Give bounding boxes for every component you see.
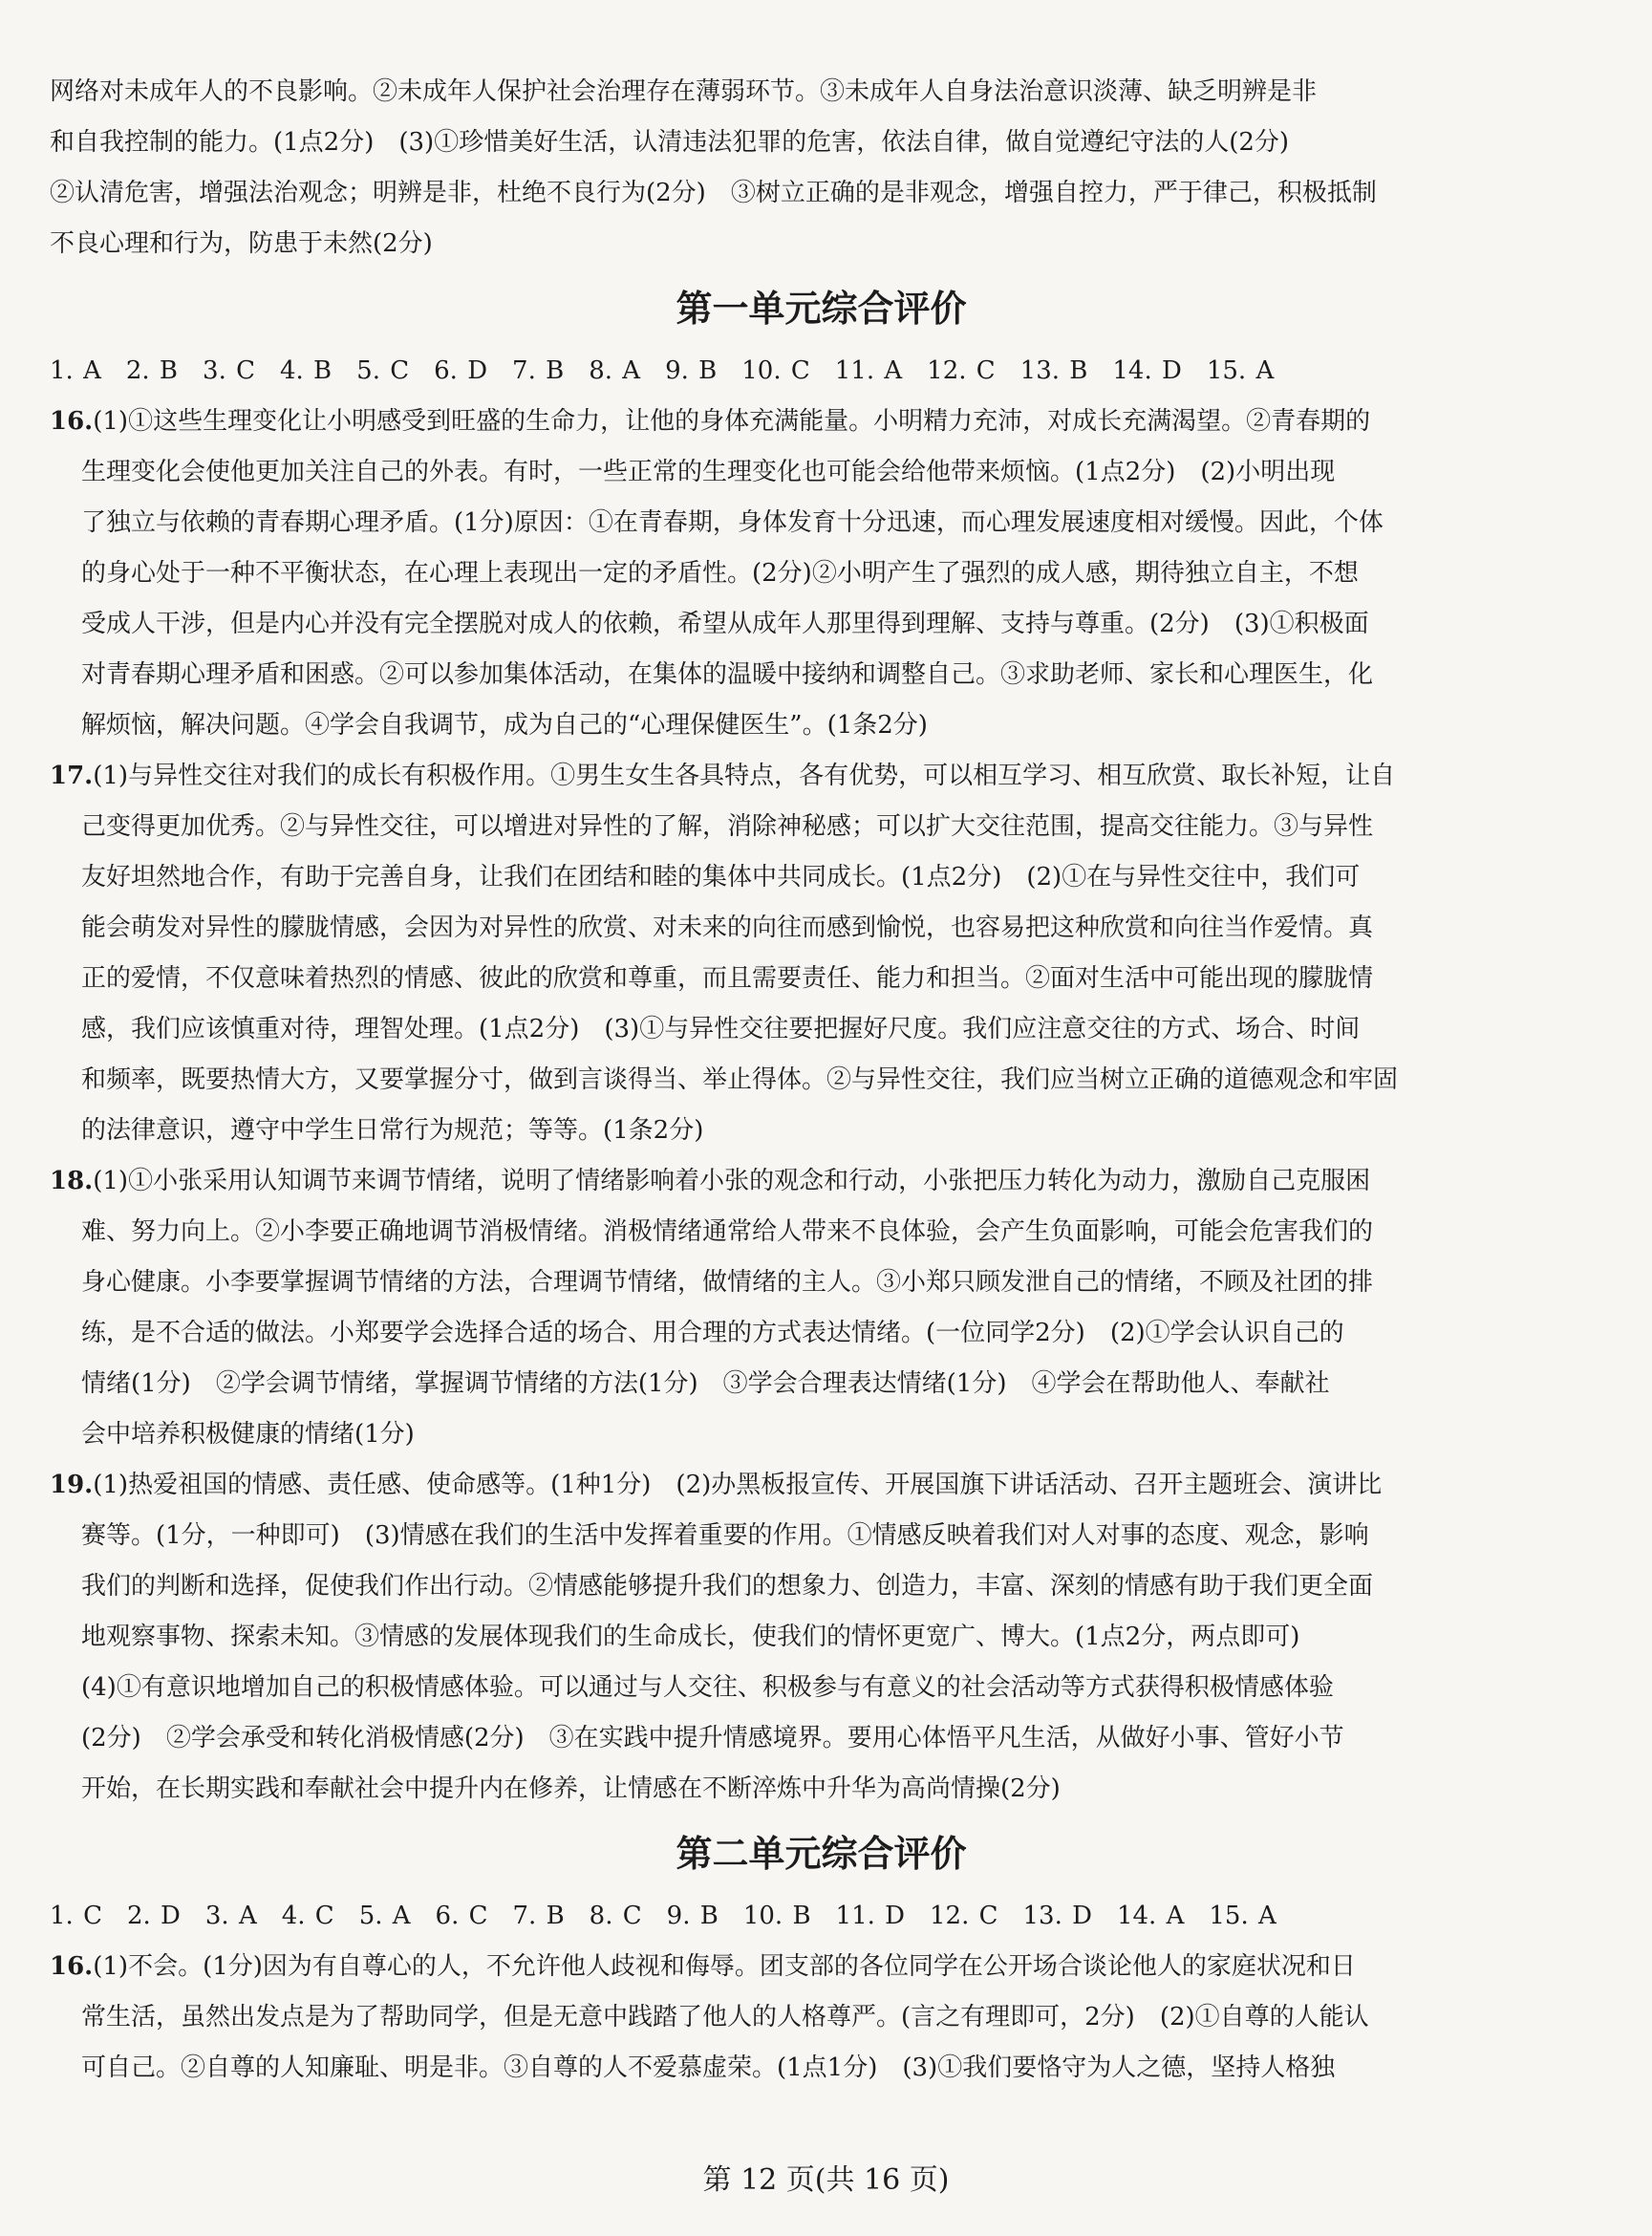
answer-line: 会中培养积极健康的情绪(1分) — [81, 1420, 415, 1449]
answer-line: 解烦恼，解决问题。④学会自我调节，成为自己的“心理保健医生”。(1条2分) — [81, 711, 928, 740]
answer-line: 己变得更加优秀。②与异性交往，可以增进对异性的了解，消除神秘感；可以扩大交往范围，提高交往能力。③与异性 — [81, 812, 1374, 841]
answer-line: 我们的判断和选择，促使我们作出行动。②情感能够提升我们的想象力、创造力，丰富、深刻的情感有助于我们更全面 — [81, 1572, 1374, 1601]
intro-line: 网络对未成年人的不良影响。②未成年人保护社会治理存在薄弱环节。③未成年人自身法治意识淡薄、缺乏明辨是非 — [50, 77, 1318, 106]
answer-line: 受成人干涉，但是内心并没有完全摆脱对成人的依赖，希望从成年人那里得到理解、支持与尊重。(2分) (3)①积极面 — [81, 610, 1369, 638]
question-number: 16. — [50, 407, 94, 436]
answer-line: 的法律意识，遵守中学生日常行为规范；等等。(1条2分) — [81, 1116, 704, 1145]
question-number: 18. — [50, 1167, 94, 1195]
answer-line: 难、努力向上。②小李要正确地调节消极情绪。消极情绪通常给人带来不良体验，会产生负面影响，可能会危害我们的 — [81, 1217, 1374, 1246]
unit1-title: 第一单元综合评价 — [676, 287, 967, 330]
answer-line: 开始，在长期实践和奉献社会中提升内在修养，让情感在不断淬炼中升华为高尚情操(2分) — [81, 1774, 1061, 1803]
answer-line: (1)①小张采用认知调节来调节情绪，说明了情绪影响着小张的观念和行动，小张把压力转化为动力，激励自己克服困 — [93, 1167, 1371, 1195]
unit2-question-16 — [50, 1942, 1593, 2094]
unit1-multiple-choice-answers: 1. A 2. B 3. C 4. B 5. C 6. D 7. B 8. A 9. B 10. C 11. A 12. C 13. B 14. D 15. A — [50, 356, 1275, 385]
answer-line: 的身心处于一种不平衡状态，在心理上表现出一定的矛盾性。(2分)②小明产生了强烈的成人感，期待独立自主，不想 — [81, 559, 1359, 588]
answer-line: 生理变化会使他更加关注自己的外表。有时，一些正常的生理变化也可能会给他带来烦恼。(1点2分) (2)小明出现 — [81, 458, 1336, 486]
answer-line: 身心健康。小李要掌握调节情绪的方法，合理调节情绪，做情绪的主人。③小郑只顾发泄自己的情绪，不顾及社团的排 — [81, 1268, 1374, 1297]
answer-line: (2分) ②学会承受和转化消极情感(2分) ③在实践中提升情感境界。要用心体悟平凡生活，从做好小事、管好小节 — [81, 1724, 1344, 1752]
answer-line: 正的爱情，不仅意味着热烈的情感、彼此的欣赏和尊重，而且需要责任、能力和担当。②面对生活中可能出现的朦胧情 — [81, 964, 1374, 993]
answer-line: 赛等。(1分，一种即可) (3)情感在我们的生活中发挥着重要的作用。①情感反映着我们对人对事的态度、观念，影响 — [81, 1521, 1369, 1550]
answer-line: (1)①这些生理变化让小明感受到旺盛的生命力，让他的身体充满能量。小明精力充沛，对成长充满渴望。②青春期的 — [93, 407, 1371, 436]
unit2-multiple-choice-answers: 1. C 2. D 3. A 4. C 5. A 6. C 7. B 8. C 9. B 10. B 11. D 12. C 13. D 14. A 15. A — [50, 1902, 1277, 1930]
answer-line: 和频率，既要热情大方，又要掌握分寸，做到言谈得当、举止得体。②与异性交往，我们应当树立正确的道德观念和牢固 — [81, 1065, 1399, 1094]
unit1-question-19 — [50, 1460, 1593, 1815]
answer-line: 情绪(1分) ②学会调节情绪，掌握调节情绪的方法(1分) ③学会合理表达情绪(1分) ④学会在帮助他人、奉献社 — [81, 1369, 1330, 1398]
page-number-footer: 第 12 页(共 16 页) — [702, 2163, 950, 2197]
answer-line: (1)热爱祖国的情感、责任感、使命感等。(1种1分) (2)办黑板报宣传、开展国旗下讲话活动、召开主题班会、演讲比 — [93, 1471, 1383, 1499]
answer-line: (1)不会。(1分)因为有自尊心的人，不允许他人歧视和侮辱。团支部的各位同学在公开场合谈论他人的家庭状况和日 — [93, 1952, 1356, 1981]
unit1-question-17 — [50, 751, 1593, 1156]
answer-line: 练，是不合适的做法。小郑要学会选择合适的场合、用合理的方式表达情绪。(一位同学2分) (2)①学会认识自己的 — [81, 1319, 1344, 1347]
intro-line: ②认清危害，增强法治观念；明辨是非，杜绝不良行为(2分) ③树立正确的是非观念，增强自控力，严于律己，积极抵制 — [50, 179, 1377, 207]
intro-line: 和自我控制的能力。(1点2分) (3)①珍惜美好生活，认清违法犯罪的危害，依法自律，做自觉遵纪守法的人(2分) — [50, 128, 1290, 157]
answer-line: (1)与异性交往对我们的成长有积极作用。①男生女生各具特点，各有优势，可以相互学习、相互欣赏、取长补短，让自 — [93, 762, 1396, 790]
answer-line: 能会萌发对异性的朦胧情感，会因为对异性的欣赏、对未来的向往而感到愉悦，也容易把这种欣赏和向往当作爱情。真 — [81, 914, 1374, 942]
answer-line: 了独立与依赖的青春期心理矛盾。(1分)原因：①在青春期，身体发育十分迅速，而心理发展速度相对缓慢。因此，个体 — [81, 508, 1384, 537]
intro-block — [50, 67, 1593, 269]
question-number: 16. — [50, 1952, 94, 1981]
answer-line: 对青春期心理矛盾和困惑。②可以参加集体活动，在集体的温暖中接纳和调整自己。③求助老师、家长和心理医生，化 — [81, 660, 1374, 689]
answer-line: 常生活，虽然出发点是为了帮助同学，但是无意中践踏了他人的人格尊严。(言之有理即可，2分) (2)①自尊的人能认 — [81, 2003, 1369, 2032]
question-number: 19. — [50, 1471, 94, 1499]
unit2-title: 第二单元综合评价 — [676, 1832, 967, 1875]
answer-line: 感，我们应该慎重对待，理智处理。(1点2分) (3)①与异性交往要把握好尺度。我们应注意交往的方式、场合、时间 — [81, 1015, 1361, 1043]
answer-line: 友好坦然地合作，有助于完善自身，让我们在团结和睦的集体中共同成长。(1点2分) (2)①在与异性交往中，我们可 — [81, 863, 1361, 892]
intro-line: 不良心理和行为，防患于未然(2分) — [50, 229, 433, 258]
question-number: 17. — [50, 762, 94, 790]
answer-line: 可自己。②自尊的人知廉耻、明是非。③自尊的人不爱慕虚荣。(1点1分) (3)①我们要恪守为人之德，坚持人格独 — [81, 2053, 1336, 2082]
answer-line: (4)①有意识地增加自己的积极情感体验。可以通过与人交往、积极参与有意义的社会活动等方式获得积极情感体验 — [81, 1673, 1334, 1702]
unit1-question-18 — [50, 1156, 1593, 1460]
unit1-question-16 — [50, 397, 1593, 751]
answer-line: 地观察事物、探索未知。③情感的发展体现我们的生命成长，使我们的情怀更宽广、博大。(1点2分，两点即可) — [81, 1623, 1300, 1651]
